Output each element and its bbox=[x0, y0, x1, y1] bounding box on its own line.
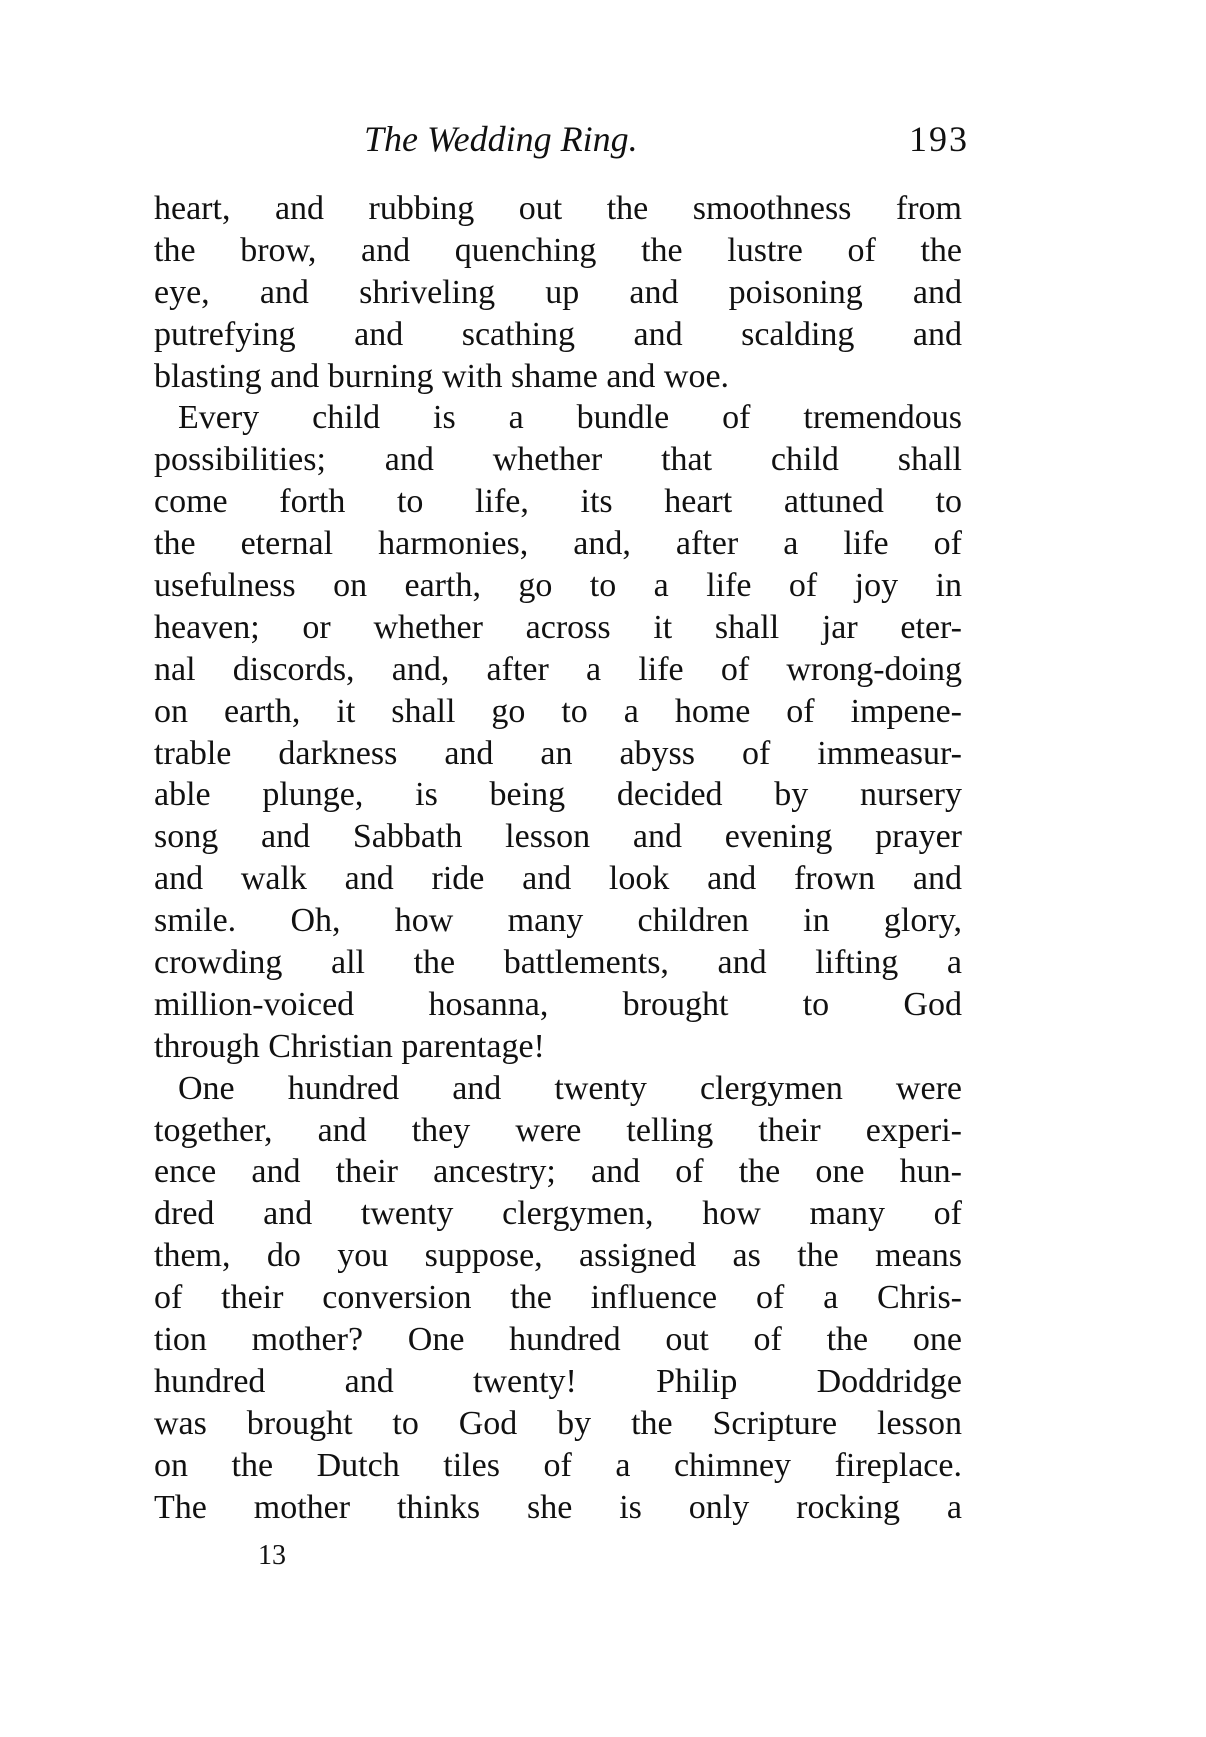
text-line: putrefying and scathing and scalding and bbox=[154, 315, 962, 353]
text-line: eye, and shriveling up and poisoning and bbox=[154, 273, 962, 311]
text-line: possibilities; and whether that child shall bbox=[154, 441, 962, 479]
text-line: and walk and ride and look and frown and bbox=[154, 860, 962, 898]
running-title: The Wedding Ring. bbox=[364, 119, 638, 159]
text-line: nal discords, and, after a life of wrong-doing bbox=[154, 650, 962, 688]
text-line: of their conversion the influence of a Chris- bbox=[154, 1279, 962, 1317]
text-line: heart, and rubbing out the smoothness from bbox=[154, 190, 962, 227]
text-line: come forth to life, its heart attuned to bbox=[154, 483, 962, 521]
text-line: crowding all the battlements, and lifting a bbox=[154, 944, 962, 982]
text-line: able plunge, is being decided by nursery bbox=[154, 776, 962, 814]
text-line: Every child is a bundle of tremendous bbox=[178, 399, 962, 437]
text-line: smile. Oh, how many children in glory, bbox=[154, 902, 962, 940]
text-line: trable darkness and an abyss of immeasur- bbox=[154, 734, 962, 772]
text-line: song and Sabbath lesson and evening prayer bbox=[154, 818, 962, 856]
page-number: 193 bbox=[909, 119, 969, 159]
text-line: blasting and burning with shame and woe. bbox=[154, 357, 730, 395]
text-line: One hundred and twenty clergymen were bbox=[178, 1069, 962, 1107]
signature-mark: 13 bbox=[258, 1540, 286, 1571]
text-line: usefulness on earth, go to a life of joy in bbox=[154, 567, 962, 605]
text-line: heaven; or whether across it shall jar eter- bbox=[154, 608, 962, 646]
body-text bbox=[154, 188, 962, 1529]
text-line: on the Dutch tiles of a chimney fireplace. bbox=[154, 1446, 962, 1484]
text-line: the eternal harmonies, and, after a life of bbox=[154, 525, 962, 563]
running-header bbox=[154, 118, 969, 168]
text-line: dred and twenty clergymen, how many of bbox=[154, 1195, 962, 1233]
text-line: on earth, it shall go to a home of impene- bbox=[154, 692, 962, 730]
text-line: ence and their ancestry; and of the one hun- bbox=[154, 1153, 962, 1191]
text-line: the brow, and quenching the lustre of the bbox=[154, 231, 962, 269]
text-line: hundred and twenty! Philip Doddridge bbox=[154, 1362, 962, 1400]
text-line: tion mother? One hundred out of the one bbox=[154, 1321, 962, 1359]
text-line: million-voiced hosanna, brought to God bbox=[154, 985, 962, 1023]
text-line: them, do you suppose, assigned as the means bbox=[154, 1237, 962, 1275]
text-line: The mother thinks she is only rocking a bbox=[154, 1488, 962, 1526]
text-line: through Christian parentage! bbox=[154, 1027, 545, 1065]
text-line: was brought to God by the Scripture lesson bbox=[154, 1404, 962, 1442]
text-line: together, and they were telling their experi- bbox=[154, 1111, 962, 1149]
